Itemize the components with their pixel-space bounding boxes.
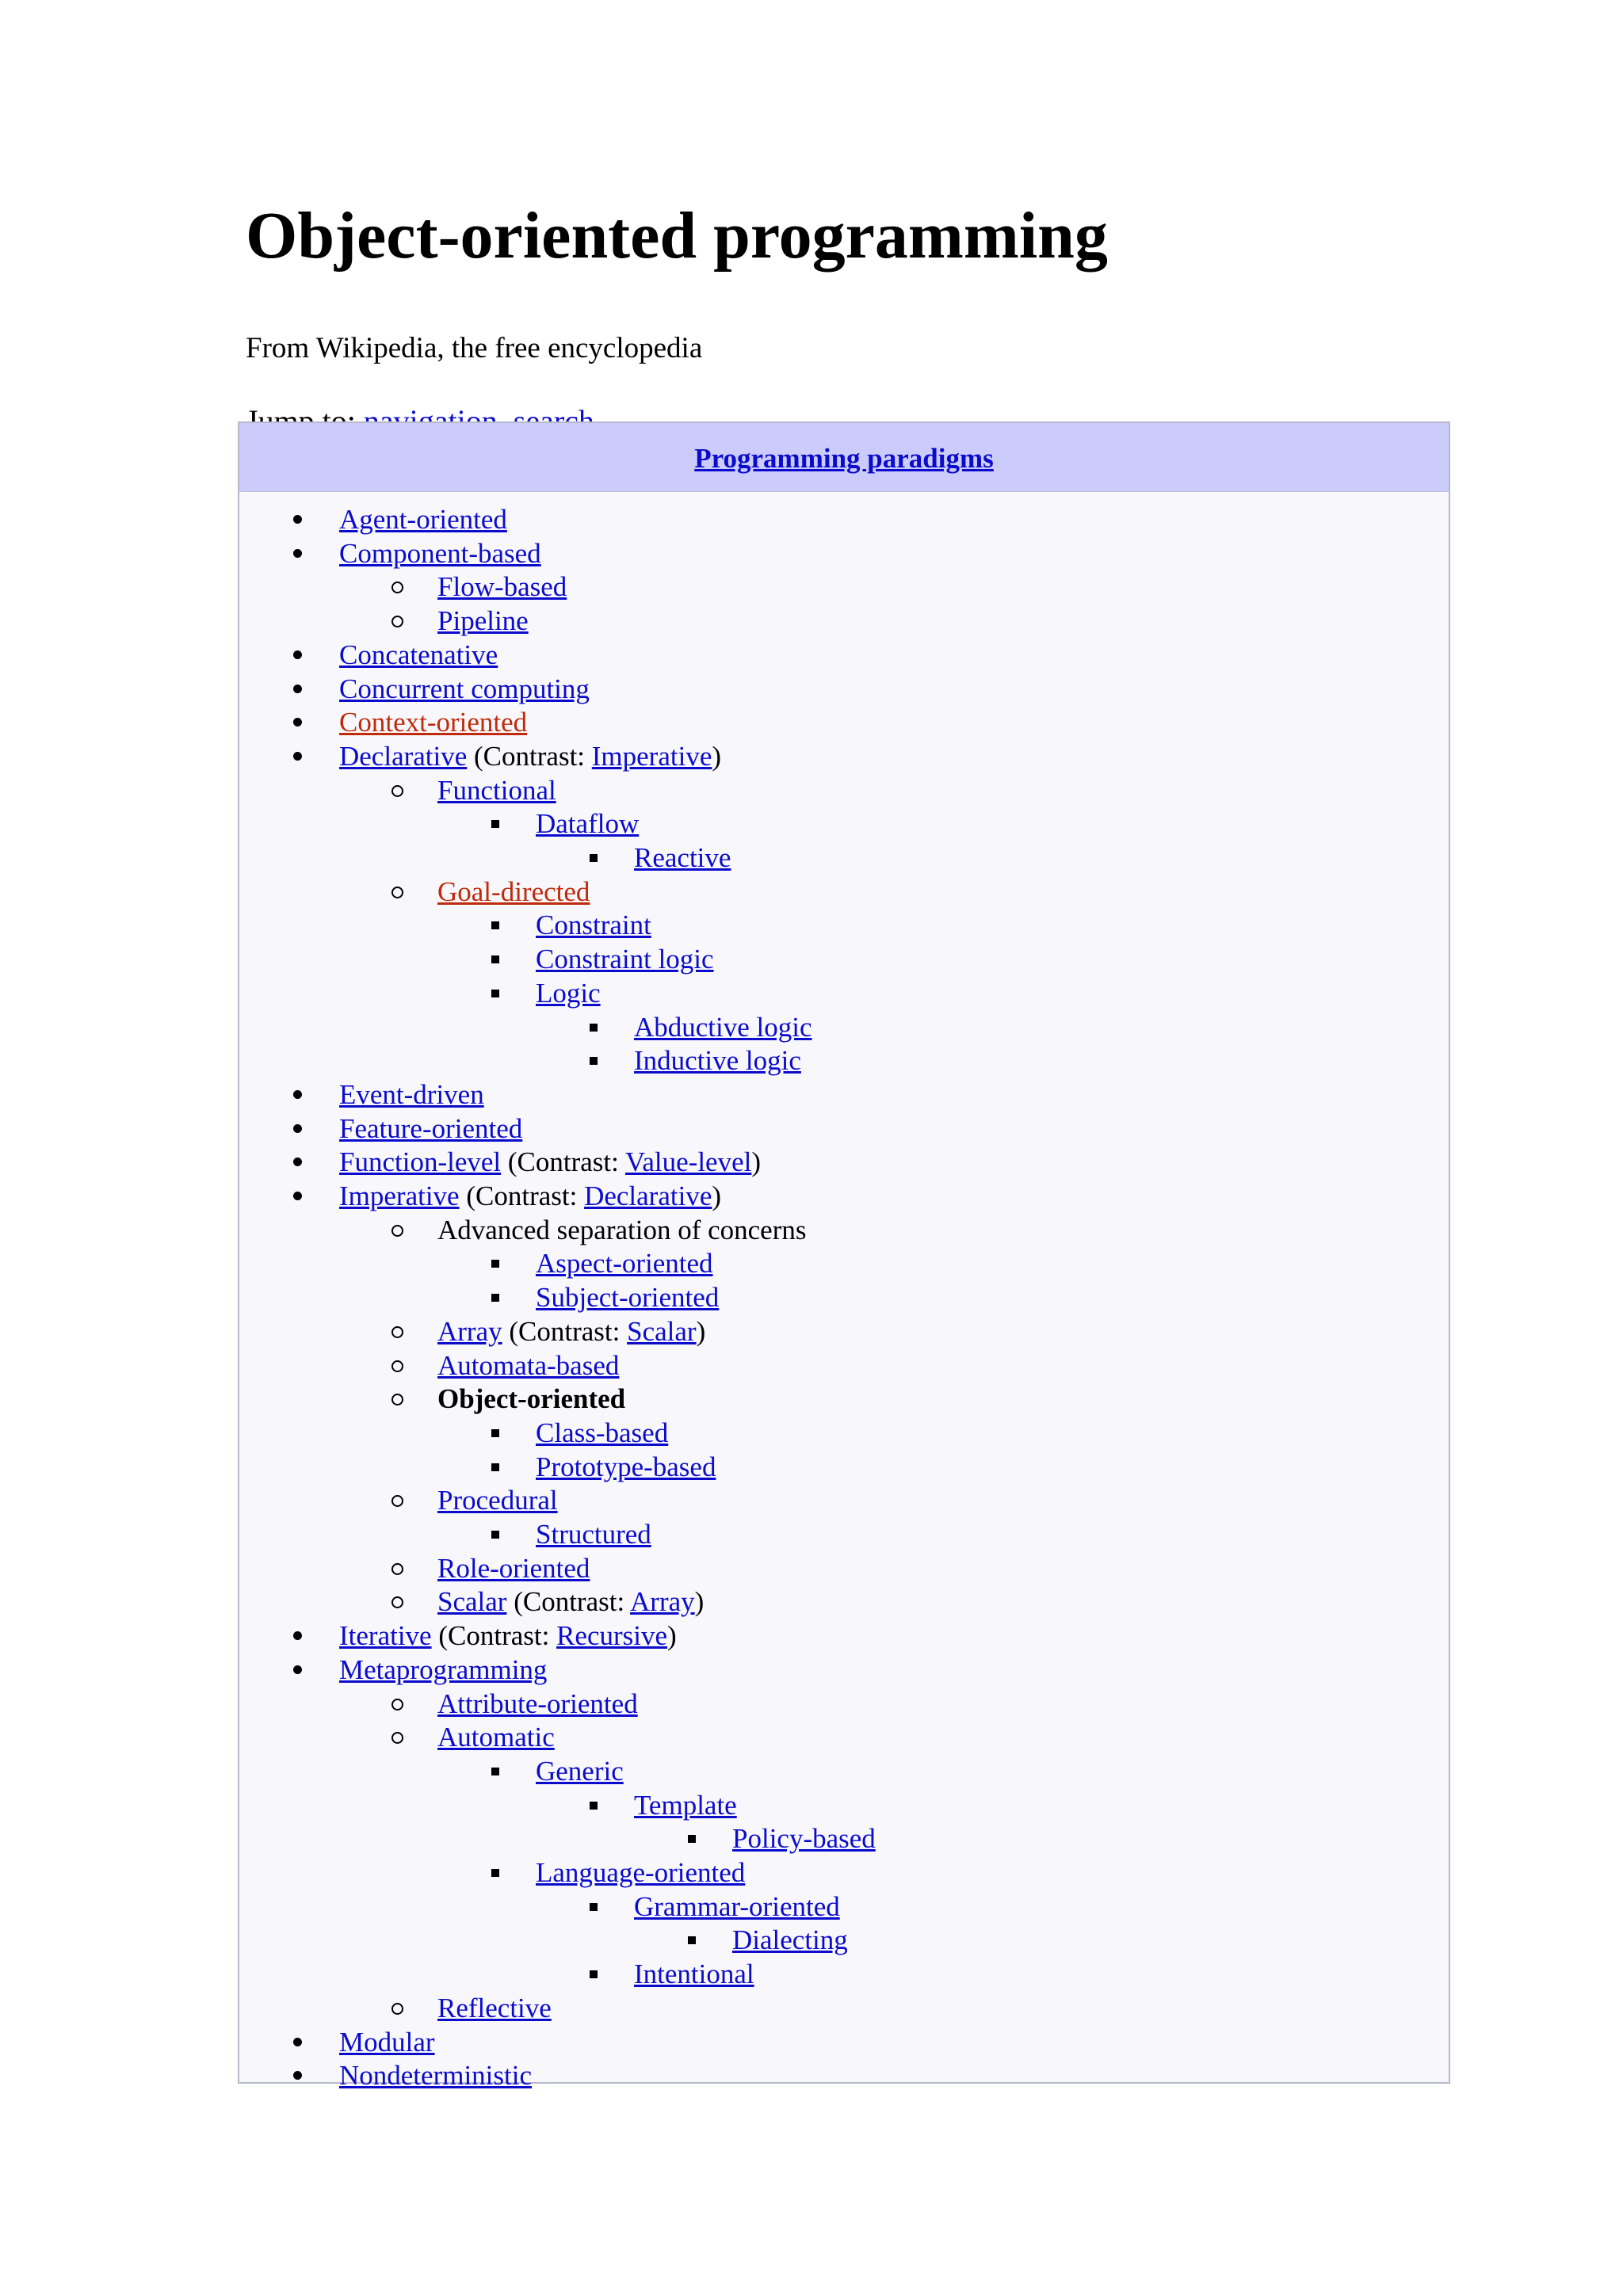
circle-bullet-icon [391,1360,403,1372]
list-item [239,773,1449,807]
list-item-text [634,1010,812,1044]
list-item [239,1416,1449,1450]
circle-bullet-icon [391,1495,403,1507]
list-item [239,1585,1449,1619]
contrast-text: (Contrast: [502,1315,628,1347]
square-bullet-icon [491,1768,499,1775]
circle-bullet-icon [391,1326,403,1338]
square-bullet-icon [688,1936,696,1944]
paradigm-link[interactable]: Intentional [634,1958,754,1990]
contrast-text: ) [696,1315,706,1347]
paradigm-link[interactable]: Procedural [437,1485,558,1516]
paradigm-link[interactable]: Functional [437,774,556,806]
paradigm-link[interactable]: Concatenative [339,639,498,670]
list-item-text [536,807,639,841]
list-item [239,908,1449,942]
paradigm-link[interactable]: Agent-oriented [339,504,507,535]
contrast-text: (Contrast: [459,1180,585,1211]
circle-bullet-icon [391,1596,403,1608]
paradigm-link[interactable]: Logic [536,977,601,1009]
contrast-text: ) [667,1620,677,1652]
contrast-text: ) [751,1146,762,1178]
paradigm-link[interactable]: Constraint [536,910,651,941]
disc-bullet-icon [293,2038,302,2046]
list-item-text [437,1687,638,1721]
list-item [239,1112,1449,1146]
circle-bullet-icon [391,1225,403,1237]
square-bullet-icon [491,1260,499,1268]
list-item-text [536,1754,624,1788]
square-bullet-icon [491,1869,499,1877]
paradigm-link[interactable]: Reactive [634,842,731,873]
list-item-text [437,604,529,638]
square-bullet-icon [491,820,499,828]
list-item-text [339,2058,532,2092]
list-item [239,1314,1449,1348]
list-item [239,1517,1449,1551]
paradigm-link[interactable]: Template [634,1789,737,1821]
contrast-text: ) [712,1180,722,1211]
square-bullet-icon [491,921,499,929]
list-item-text [339,705,527,739]
list-item-text [634,1957,754,1991]
paradigm-link[interactable]: Abductive logic [634,1011,812,1043]
square-bullet-icon [590,1024,598,1032]
paradigm-link[interactable]: Automatic [437,1722,555,1753]
list-item-text [732,1821,876,1855]
list-item-text [536,1855,745,1890]
list-item-text [339,739,721,773]
list-item [239,1855,1449,1890]
paradigm-link[interactable]: Class-based [536,1417,669,1448]
list-item [239,1382,1449,1416]
disc-bullet-icon [293,650,302,659]
list-item-text [437,570,567,604]
paradigm-link[interactable]: Structured [536,1519,651,1550]
page-title: Object-oriented programming [246,199,1108,273]
list-item [239,1043,1449,1077]
contrast-text: (Contrast: [431,1620,557,1652]
paradigm-link[interactable]: Component-based [339,537,541,569]
paradigm-link[interactable]: Dataflow [536,808,640,840]
disc-bullet-icon [293,1158,302,1166]
list-item [239,1280,1449,1314]
list-item-text [339,1179,721,1213]
disc-bullet-icon [293,1631,302,1640]
paradigm-link[interactable]: Language-oriented [536,1857,746,1888]
paradigm-link[interactable]: Constraint logic [536,944,714,975]
paradigm-link[interactable]: Context-oriented [339,707,528,738]
disc-bullet-icon [293,2071,302,2080]
paradigm-link[interactable]: Grammar-oriented [634,1890,840,1922]
list-item [239,1483,1449,1517]
list-item-text [536,1246,713,1280]
list-item [239,1246,1449,1280]
circle-bullet-icon [391,1732,403,1744]
list-item-text [339,1619,677,1653]
list-item-text [536,1517,651,1551]
paradigm-link[interactable]: Inductive logic [634,1045,801,1077]
list-item [239,672,1449,706]
disc-bullet-icon [293,1665,302,1674]
paradigm-link[interactable]: Scalar [437,1586,507,1618]
list-item [239,570,1449,604]
paradigm-link[interactable]: Dialecting [732,1924,848,1956]
list-item [239,1720,1449,1754]
paradigm-link[interactable]: Recursive [556,1620,668,1652]
list-item-text [437,1348,619,1383]
paradigm-link[interactable]: Prototype-based [536,1451,716,1482]
list-item-text [437,1483,558,1517]
navbox-title [239,423,1449,492]
disc-bullet-icon [293,1192,302,1200]
list-item-text [536,908,651,942]
list-item-text [437,1585,704,1619]
circle-bullet-icon [391,616,403,627]
paradigm-link[interactable]: Role-oriented [437,1552,590,1584]
paradigm-link[interactable]: Value-level [624,1146,752,1178]
paradigm-link[interactable]: Subject-oriented [536,1282,720,1314]
paradigm-link[interactable]: Imperative [591,740,712,772]
list-item-text [437,1382,625,1416]
list-item [239,1890,1449,1924]
square-bullet-icon [491,1463,499,1471]
square-bullet-icon [491,990,499,997]
disc-bullet-icon [293,1124,302,1133]
paradigm-link[interactable]: Imperative [339,1180,460,1211]
square-bullet-icon [590,854,598,862]
paradigm-link[interactable]: Feature-oriented [339,1112,523,1144]
contrast-text: ) [694,1586,705,1618]
list-item [239,739,1449,773]
list-item-text [339,2025,435,2059]
contrast-text: ) [712,740,722,772]
list-item-text [339,672,590,706]
list-item-text [536,1280,719,1314]
paradigm-link[interactable]: Aspect-oriented [536,1248,713,1280]
list-item-text [437,1314,705,1348]
list-item [239,1957,1449,1991]
list-item [239,1653,1449,1687]
list-item-text [536,1450,716,1484]
circle-bullet-icon [391,2003,403,2015]
square-bullet-icon [688,1835,696,1843]
paradigm-link[interactable]: Metaprogramming [339,1653,548,1685]
square-bullet-icon [491,1531,499,1539]
list-item [239,536,1449,570]
paradigm-link[interactable]: Iterative [339,1620,432,1652]
paradigm-link[interactable]: Policy-based [732,1823,876,1855]
list-item-text [437,1991,552,2025]
list-item [239,1450,1449,1484]
paradigm-link[interactable]: Attribute-oriented [437,1688,638,1719]
list-item [239,1687,1449,1721]
list-item-text [339,1112,522,1146]
disc-bullet-icon [293,515,302,524]
list-item [239,705,1449,739]
list-item [239,502,1449,536]
circle-bullet-icon [391,887,403,898]
paradigm-link[interactable]: Event-driven [339,1078,484,1110]
list-item [239,1551,1449,1585]
list-item [239,1754,1449,1788]
paradigm-link[interactable]: Pipeline [437,605,529,637]
list-item [239,1821,1449,1855]
list-item [239,2058,1449,2092]
list-item-text [437,1551,590,1585]
paradigm-link[interactable]: Array [630,1586,695,1618]
list-item-text [536,1416,668,1450]
list-item-text [437,1213,807,1247]
circle-bullet-icon [391,582,403,593]
list-item [239,1788,1449,1822]
disc-bullet-icon [293,549,302,558]
navbox-title-link[interactable]: Programming paradigms [694,443,994,474]
list-item [239,875,1449,909]
square-bullet-icon [590,1057,598,1065]
list-item-text [437,1720,555,1754]
paradigm-link[interactable]: Modular [339,2026,435,2058]
contrast-text: (Contrast: [506,1586,631,1618]
list-item [239,1077,1449,1112]
paradigm-link[interactable]: Concurrent computing [339,673,590,704]
circle-bullet-icon [391,1699,403,1711]
list-item [239,976,1449,1010]
list-item [239,1348,1449,1383]
square-bullet-icon [491,1294,499,1302]
square-bullet-icon [590,1802,598,1810]
list-item [239,2025,1449,2059]
disc-bullet-icon [293,752,302,761]
contrast-text: Advanced separation of concerns [437,1214,807,1245]
list-item [239,942,1449,976]
list-item-text [437,875,590,909]
square-bullet-icon [590,1903,598,1911]
list-item [239,1010,1449,1044]
paradigm-link[interactable]: Scalar [627,1315,697,1347]
circle-bullet-icon [391,1394,403,1405]
list-item-text [339,1077,484,1112]
list-item [239,1145,1449,1179]
disc-bullet-icon [293,685,302,693]
page-content [246,189,1453,442]
square-bullet-icon [491,1429,499,1437]
disc-bullet-icon [293,718,302,727]
site-subtitle: From Wikipedia, the free encyclopedia [246,332,703,364]
list-item-text [339,1145,761,1179]
list-item-text [339,638,498,672]
paradigm-link[interactable]: Goal-directed [437,875,590,907]
list-item [239,841,1449,875]
list-item [239,1923,1449,1957]
contrast-text: (Contrast: [501,1146,625,1178]
paradigm-link[interactable]: Automata-based [437,1349,620,1381]
circle-bullet-icon [391,1563,403,1575]
paradigm-link[interactable]: Declarative [584,1180,712,1211]
programming-paradigms-navbox [238,421,1450,2092]
list-item [239,807,1449,841]
list-item [239,1619,1449,1653]
circle-bullet-icon [391,785,403,797]
square-bullet-icon [491,955,499,963]
list-item-text [339,536,541,570]
list-item [239,1179,1449,1213]
list-item-text [339,1653,547,1687]
list-item-text [437,773,556,807]
list-item [239,604,1449,638]
list-item-text [732,1923,848,1957]
list-item-text [634,1890,840,1924]
list-item [239,638,1449,672]
paradigm-link[interactable]: Generic [536,1755,624,1787]
list-item-text [634,1043,801,1077]
list-item-text [339,502,507,536]
list-item-text [536,976,601,1010]
list-item-text [634,841,731,875]
current-page-label: Object-oriented [437,1383,626,1415]
list-item [239,1213,1449,1247]
paradigm-link[interactable]: Declarative [339,740,468,772]
contrast-text: (Contrast: [467,740,592,772]
list-item-text [634,1788,737,1822]
paradigm-link[interactable]: Function-level [339,1146,502,1178]
list-item-text [536,942,714,976]
paradigm-link[interactable]: Nondeterministic [339,2060,533,2092]
paradigm-link[interactable]: Array [437,1315,502,1347]
paradigm-link[interactable]: Flow-based [437,571,567,603]
disc-bullet-icon [293,1090,302,1099]
list-item [239,1991,1449,2025]
square-bullet-icon [590,1970,598,1978]
paradigm-link[interactable]: Reflective [437,1992,552,2023]
